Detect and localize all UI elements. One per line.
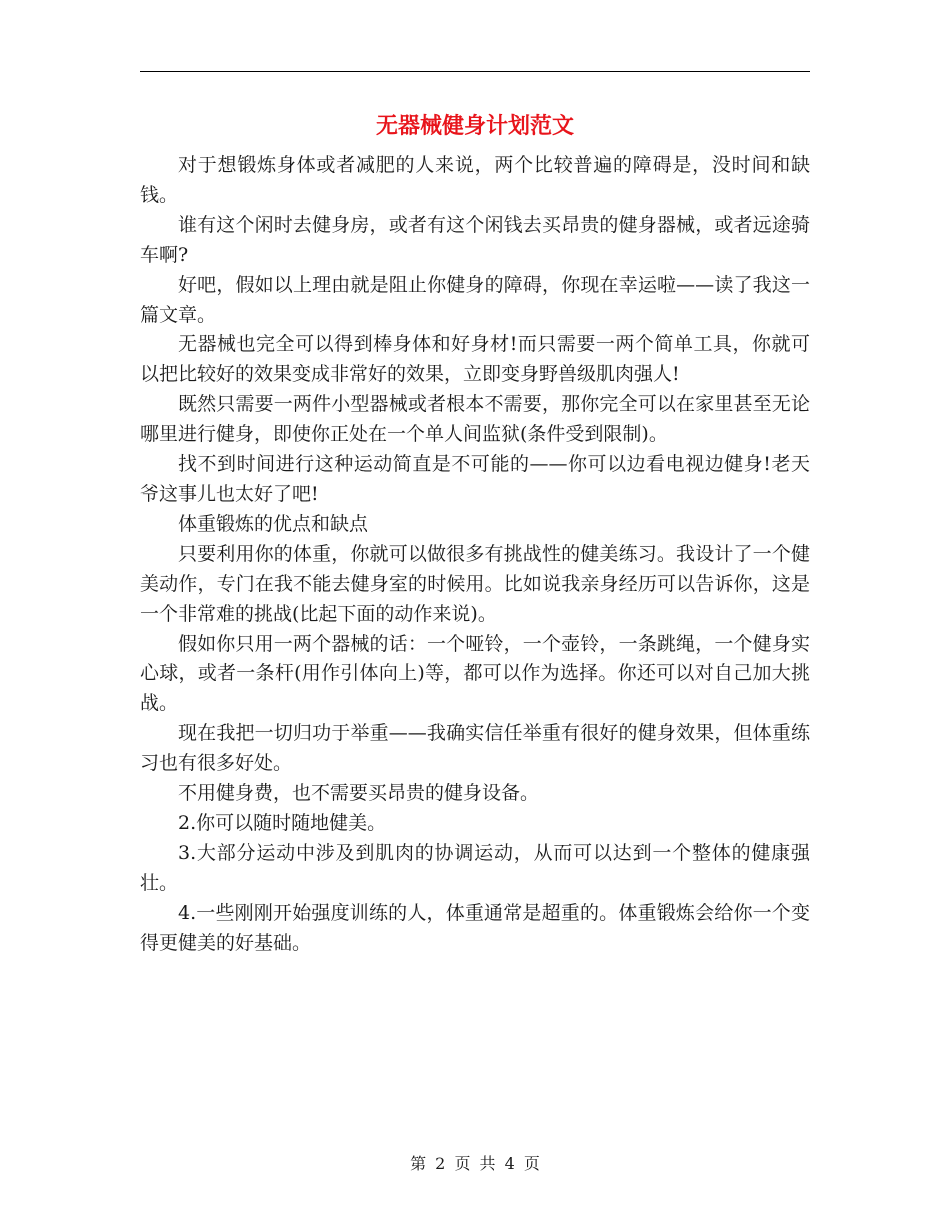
list-item: 4.一些刚刚开始强度训练的人，体重通常是超重的。体重锻炼会给你一个变得更健美的好基础。 [140, 901, 810, 954]
paragraph: 只要利用你的体重，你就可以做很多有挑战性的健美练习。我设计了一个健美动作，专门在我不能去健身室的时候用。比如说我亲身经历可以告诉你，这是一个非常难的挑战(比起下面的动作来说)。 [140, 542, 810, 625]
page-number: 第 2 页 共 4 页 [410, 1154, 540, 1173]
paragraph: 现在我把一切归功于举重——我确实信任举重有很好的健身效果，但体重练习也有很多好处。 [140, 722, 810, 775]
list-item: 2.你可以随时随地健美。 [178, 811, 387, 834]
paragraph: 无器械也完全可以得到棒身体和好身材!而只需要一两个简单工具，你就可以把比较好的效果变成非常好的效果，立即变身野兽级肌肉强人! [140, 333, 810, 386]
paragraph: 既然只需要一两件小型器械或者根本不需要，那你完全可以在家里甚至无论哪里进行健身，即使你正处在一个单人间监狱(条件受到限制)。 [140, 393, 810, 446]
paragraph: 对于想锻炼身体或者减肥的人来说，两个比较普遍的障碍是，没时间和缺钱。 [140, 154, 810, 206]
section-heading: 体重锻炼的优点和缺点 [178, 512, 369, 535]
list-item: 不用健身费，也不需要买昂贵的健身设备。 [178, 782, 540, 805]
document-body [140, 151, 810, 958]
paragraph: 好吧，假如以上理由就是阻止你健身的障碍，你现在幸运啦——读了我这一篇文章。 [140, 273, 810, 326]
paragraph: 找不到时间进行这种运动简直是不可能的——你可以边看电视边健身!老天爷这事儿也太好了吧! [140, 453, 810, 505]
paragraph: 谁有这个闲时去健身房，或者有这个闲钱去买昂贵的健身器械，或者远途骑车啊? [140, 213, 810, 266]
document-title: 无器械健身计划范文 [375, 113, 574, 139]
paragraph: 假如你只用一两个器械的话：一个哑铃，一个壶铃，一条跳绳，一个健身实心球，或者一条杆(用作引体向上)等，都可以作为选择。你还可以对自己加大挑战。 [140, 632, 810, 715]
list-item: 3.大部分运动中涉及到肌肉的协调运动，从而可以达到一个整体的健康强壮。 [140, 841, 810, 894]
header-rule [140, 71, 810, 72]
